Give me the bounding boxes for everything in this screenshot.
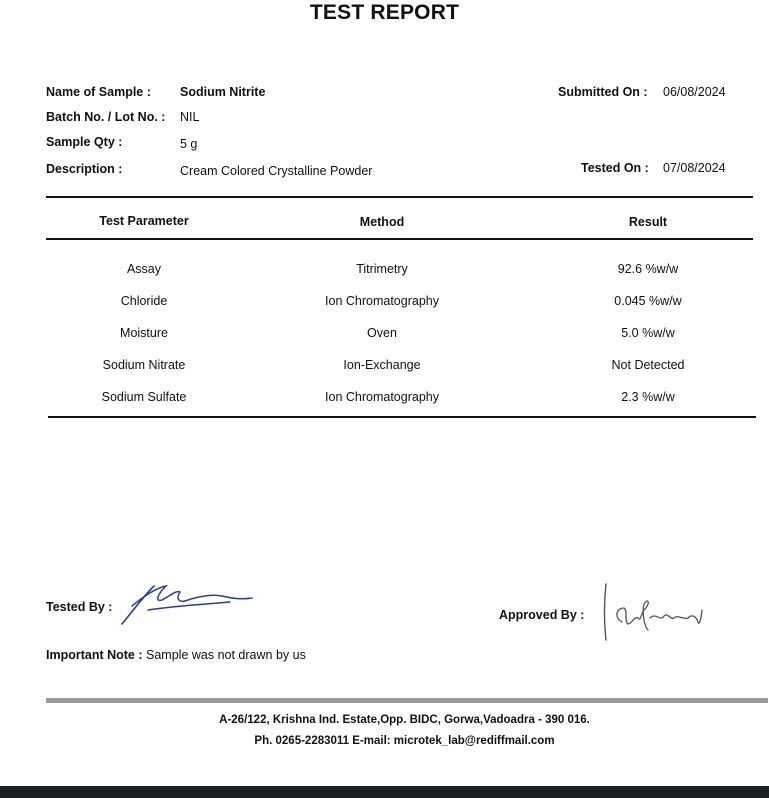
- header-result: Result: [628, 215, 668, 229]
- table-cell-parameter: Sodium Sulfate: [101, 390, 187, 404]
- sample-qty-value: 5 g: [180, 137, 198, 151]
- table-top-rule: [46, 196, 753, 198]
- page-title: TEST REPORT: [309, 1, 460, 24]
- description-value: Cream Colored Crystalline Powder: [180, 164, 373, 178]
- important-note-text: Sample was not drawn by us: [146, 648, 306, 662]
- table-cell-result: 92.6 %w/w: [617, 262, 679, 276]
- tested-on-value: 07/08/2024: [663, 161, 726, 175]
- table-cell-method: Titrimetry: [356, 262, 408, 276]
- important-note: [46, 647, 306, 663]
- header-test-parameter: Test Parameter: [99, 214, 189, 228]
- important-note-label: Important Note :: [46, 648, 143, 662]
- table-cell-parameter: Chloride: [120, 294, 168, 308]
- bottom-dark-strip: [0, 786, 769, 798]
- submitted-on-label: Submitted On :: [558, 85, 648, 99]
- table-cell-method: Ion Chromatography: [325, 294, 439, 308]
- table-cell-result: 2.3 %w/w: [621, 390, 675, 404]
- name-of-sample-label: Name of Sample :: [46, 85, 151, 99]
- batch-no-label: Batch No. / Lot No. :: [46, 110, 166, 124]
- table-cell-method: Ion Chromatography: [325, 390, 439, 404]
- table-header-rule: [46, 238, 753, 240]
- footer-divider: [46, 698, 768, 703]
- tested-on-label: Tested On :: [581, 161, 649, 175]
- footer-address: A-26/122, Krishna Ind. Estate,Opp. BIDC, Gorwa,Vadoadra - 390 016.: [219, 714, 590, 726]
- tested-by-label: Tested By :: [46, 600, 113, 614]
- table-cell-result: 0.045 %w/w: [614, 294, 682, 308]
- header-method: Method: [359, 215, 405, 229]
- submitted-on-value: 06/08/2024: [663, 85, 726, 99]
- description-label: Description :: [46, 162, 123, 176]
- batch-no-value: NIL: [180, 110, 200, 124]
- approved-by-label: Approved By :: [499, 608, 585, 622]
- table-cell-method: Ion-Exchange: [343, 358, 421, 372]
- table-cell-result: Not Detected: [611, 358, 685, 372]
- table-cell-parameter: Assay: [126, 262, 162, 276]
- table-bottom-rule: [48, 416, 756, 418]
- table-cell-parameter: Moisture: [120, 326, 168, 340]
- sample-qty-label: Sample Qty :: [46, 135, 123, 149]
- tested-by-signature: [118, 580, 258, 630]
- table-cell-parameter: Sodium Nitrate: [102, 358, 186, 372]
- name-of-sample-value: Sodium Nitrite: [180, 85, 266, 99]
- table-cell-result: 5.0 %w/w: [621, 326, 675, 340]
- table-cell-method: Oven: [367, 326, 397, 340]
- approved-by-signature: [598, 578, 718, 648]
- footer-contact: Ph. 0265-2283011 E-mail: microtek_lab@rediffmail.com: [254, 735, 555, 747]
